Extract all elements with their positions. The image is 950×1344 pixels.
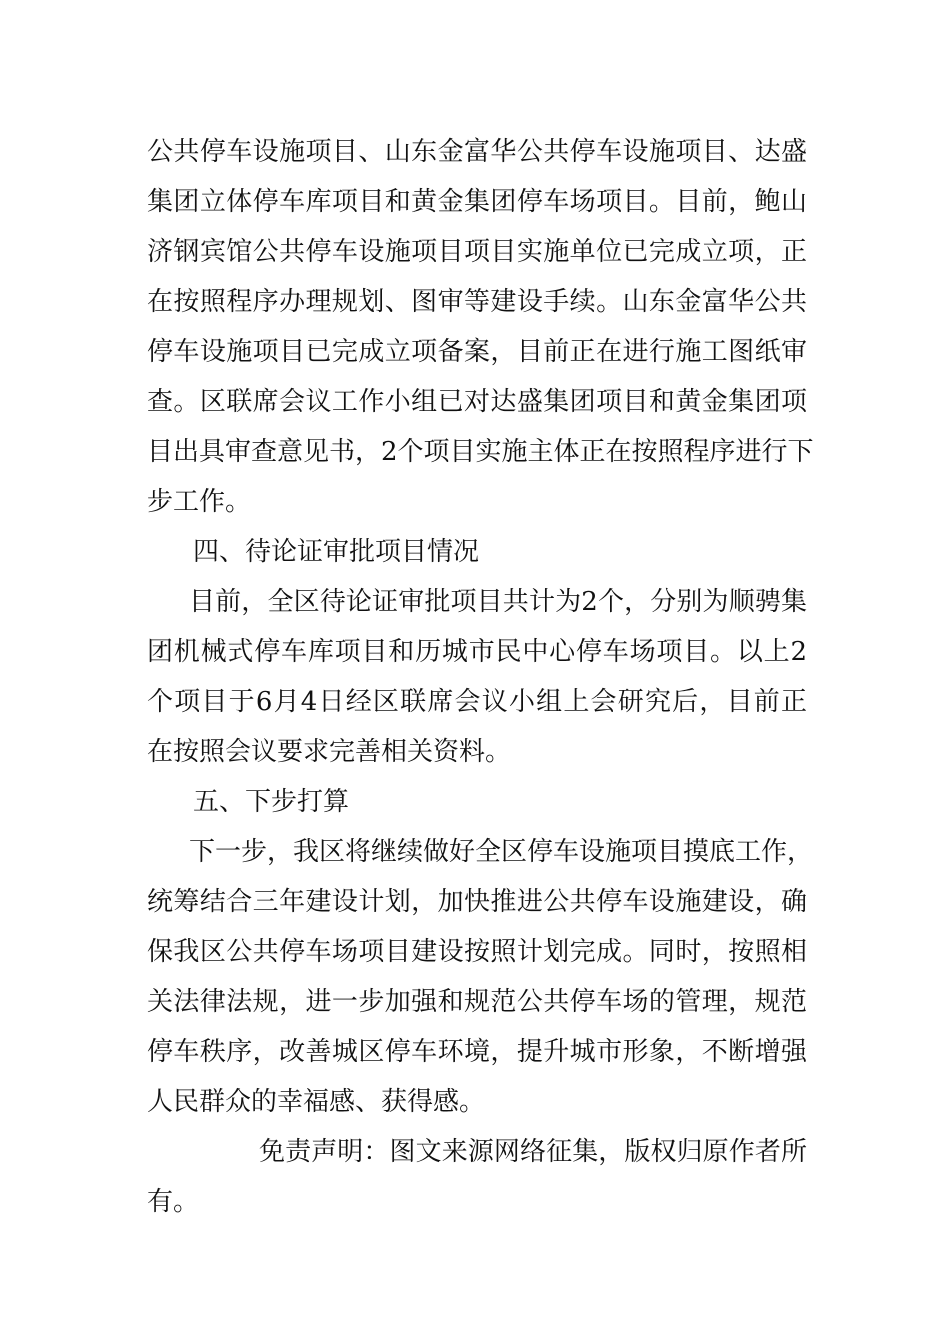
paragraph-line: 目前，全区待论证审批项目共计为2个，分别为顺骋集 [189, 587, 807, 617]
paragraph-line: 目出具审查意见书，2个项目实施主体正在按照程序进行下 [147, 437, 814, 467]
section-heading-5: 五、下步打算 [193, 787, 350, 817]
disclaimer-line: 有。 [147, 1187, 200, 1217]
disclaimer-line: 免责声明：图文来源网络征集，版权归原作者所 [259, 1137, 807, 1167]
paragraph-line: 查。区联席会议工作小组已对达盛集团项目和黄金集团项 [147, 387, 807, 417]
paragraph-line: 个项目于6月4日经区联席会议小组上会研究后，目前正 [147, 687, 807, 717]
paragraph-line: 关法律法规，进一步加强和规范公共停车场的管理，规范 [147, 987, 807, 1017]
paragraph-line: 在按照会议要求完善相关资料。 [147, 737, 512, 767]
paragraph-line: 停车设施项目已完成立项备案，目前正在进行施工图纸审 [147, 337, 807, 367]
paragraph-line: 保我区公共停车场项目建设按照计划完成。同时，按照相 [147, 937, 807, 967]
paragraph-line: 步工作。 [147, 487, 252, 517]
paragraph-line: 集团立体停车库项目和黄金集团停车场项目。目前，鲍山 [147, 187, 807, 217]
section-heading-4: 四、待论证审批项目情况 [193, 537, 480, 567]
paragraph-line: 济钢宾馆公共停车设施项目项目实施单位已完成立项，正 [147, 237, 807, 267]
paragraph-line: 统筹结合三年建设计划，加快推进公共停车设施建设，确 [147, 887, 807, 917]
paragraph-line: 下一步，我区将继续做好全区停车设施项目摸底工作， [189, 837, 814, 867]
paragraph-line: 在按照程序办理规划、图审等建设手续。山东金富华公共 [147, 287, 807, 317]
paragraph-line: 停车秩序，改善城区停车环境，提升城市形象，不断增强 [147, 1037, 807, 1067]
paragraph-line: 公共停车设施项目、山东金富华公共停车设施项目、达盛 [147, 137, 807, 167]
paragraph-line: 团机械式停车库项目和历城市民中心停车场项目。以上2 [147, 637, 807, 667]
paragraph-line: 人民群众的幸福感、获得感。 [147, 1087, 486, 1117]
